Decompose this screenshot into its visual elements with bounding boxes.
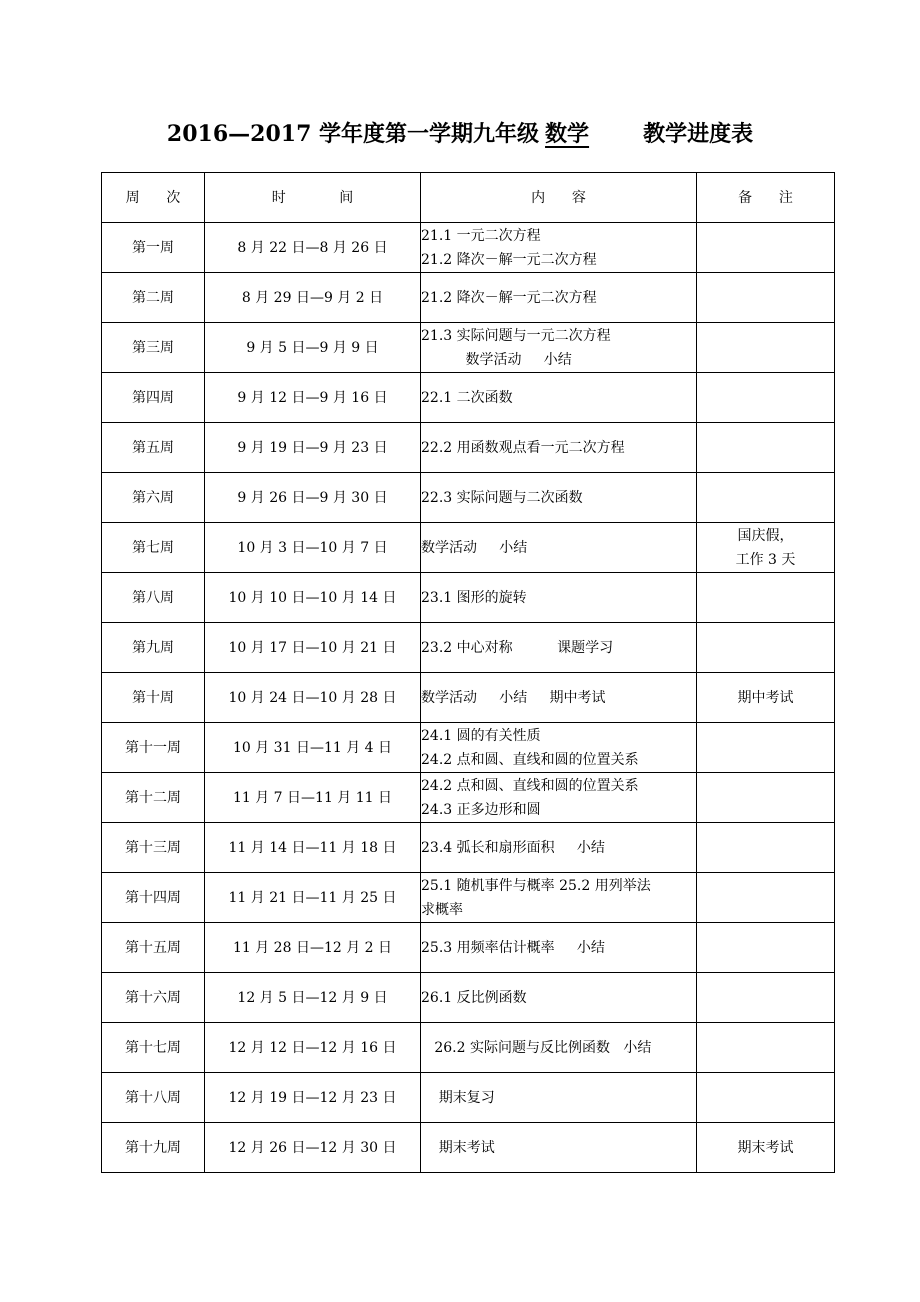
content-cell [421,973,697,1023]
note-cell [697,823,835,873]
table-row [102,373,835,423]
table-row [102,823,835,873]
date-cell: 10 月 17 日—10 月 21 日 [205,623,421,673]
note-line: 工作 3 天 [735,551,796,568]
content-line: 24.3 正多边形和圆 [421,801,541,818]
week-cell: 第十五周 [102,923,205,973]
content-cell [421,473,697,523]
note-cell [697,423,835,473]
date-cell: 12 月 5 日—12 月 9 日 [205,973,421,1023]
week-cell: 第十二周 [102,773,205,823]
schedule-table [101,172,835,1173]
week-cell: 第一周 [102,223,205,273]
note-cell [697,773,835,823]
content-cell [421,673,697,723]
week-cell: 第十七周 [102,1023,205,1073]
content-line: 24.2 点和圆、直线和圆的位置关系 [421,777,639,794]
note-cell [697,323,835,373]
date-cell: 11 月 28 日—12 月 2 日 [205,923,421,973]
content-cell [421,1073,697,1123]
week-cell: 第二周 [102,273,205,323]
note-cell [697,473,835,523]
content-line: 期末考试 [421,1139,495,1156]
note-cell [697,523,835,573]
date-cell: 10 月 31 日—11 月 4 日 [205,723,421,773]
note-cell [697,573,835,623]
content-line: 数学活动 小结 [421,539,528,556]
date-cell: 11 月 21 日—11 月 25 日 [205,873,421,923]
date-cell: 9 月 19 日—9 月 23 日 [205,423,421,473]
date-cell: 10 月 3 日—10 月 7 日 [205,523,421,573]
date-cell: 12 月 26 日—12 月 30 日 [205,1123,421,1173]
content-line: 25.1 随机事件与概率 25.2 用列举法 [421,877,651,894]
table-row [102,773,835,823]
content-line: 数学活动 小结 期中考试 [421,689,606,706]
note-line: 国庆假， [737,527,794,544]
week-cell: 第七周 [102,523,205,573]
content-line: 26.2 实际问题与反比例函数 小结 [421,1039,652,1056]
table-row [102,1123,835,1173]
table-row [102,723,835,773]
week-cell: 第六周 [102,473,205,523]
date-cell: 11 月 7 日—11 月 11 日 [205,773,421,823]
content-cell [421,723,697,773]
content-line: 21.3 实际问题与一元二次方程 [421,327,611,344]
schedule-body [102,223,835,1173]
note-cell [697,1023,835,1073]
content-cell [421,423,697,473]
table-row [102,673,835,723]
content-line: 数学活动 小结 [421,351,572,368]
note-line: 期中考试 [737,689,794,706]
header-week: 周 次 [102,173,205,223]
content-line: 23.1 图形的旋转 [421,589,527,606]
week-cell: 第十三周 [102,823,205,873]
date-cell: 9 月 26 日—9 月 30 日 [205,473,421,523]
table-row [102,873,835,923]
week-cell: 第十六周 [102,973,205,1023]
content-line: 22.3 实际问题与二次函数 [421,489,583,506]
date-cell: 9 月 5 日—9 月 9 日 [205,323,421,373]
week-cell: 第十四周 [102,873,205,923]
note-cell [697,623,835,673]
content-line: 21.2 降次－解一元二次方程 [421,251,597,268]
content-cell [421,773,697,823]
note-cell [697,723,835,773]
note-cell [697,923,835,973]
content-cell [421,223,697,273]
date-cell: 11 月 14 日—11 月 18 日 [205,823,421,873]
content-cell [421,523,697,573]
content-line: 22.2 用函数观点看一元二次方程 [421,439,625,456]
table-row [102,973,835,1023]
table-row [102,473,835,523]
note-cell [697,973,835,1023]
note-cell [697,273,835,323]
note-line: 期末考试 [737,1139,794,1156]
date-cell: 12 月 19 日—12 月 23 日 [205,1073,421,1123]
week-cell: 第八周 [102,573,205,623]
content-line: 24.1 圆的有关性质 [421,727,541,744]
note-cell [697,1123,835,1173]
note-cell [697,873,835,923]
content-cell [421,1123,697,1173]
date-cell: 8 月 29 日—9 月 2 日 [205,273,421,323]
content-line: 21.2 降次－解一元二次方程 [421,289,597,306]
note-cell [697,673,835,723]
content-line: 21.1 一元二次方程 [421,227,541,244]
content-cell [421,373,697,423]
header-row [102,173,835,223]
content-line: 22.1 二次函数 [421,389,513,406]
header-content: 内 容 [421,173,697,223]
note-cell [697,373,835,423]
date-cell: 9 月 12 日—9 月 16 日 [205,373,421,423]
content-line: 23.4 弧长和扇形面积 小结 [421,839,605,856]
content-line: 23.2 中心对称 课题学习 [421,639,614,656]
content-cell [421,923,697,973]
content-line: 24.2 点和圆、直线和圆的位置关系 [421,751,639,768]
table-row [102,1073,835,1123]
content-line: 25.3 用频率估计概率 小结 [421,939,605,956]
table-row [102,923,835,973]
title-prefix: 2016—2017 学年度第一学期九年级 [166,121,540,147]
note-cell [697,1073,835,1123]
week-cell: 第十九周 [102,1123,205,1173]
table-row [102,623,835,673]
header-time: 时 间 [205,173,421,223]
week-cell: 第三周 [102,323,205,373]
table-row [102,573,835,623]
table-row [102,423,835,473]
note-cell [697,223,835,273]
table-row [102,223,835,273]
content-line: 求概率 [421,901,463,918]
content-line: 26.1 反比例函数 [421,989,527,1006]
date-cell: 12 月 12 日—12 月 16 日 [205,1023,421,1073]
title-subject: 数学 [545,121,590,147]
week-cell: 第九周 [102,623,205,673]
table-row [102,323,835,373]
week-cell: 第四周 [102,373,205,423]
table-row [102,523,835,573]
week-cell: 第十八周 [102,1073,205,1123]
content-cell [421,623,697,673]
content-cell [421,873,697,923]
table-row [102,273,835,323]
week-cell: 第五周 [102,423,205,473]
content-cell [421,1023,697,1073]
header-note: 备 注 [697,173,835,223]
content-cell [421,273,697,323]
content-cell [421,823,697,873]
title-suffix: 教学进度表 [643,121,754,147]
table-row [102,1023,835,1073]
page-title [0,116,920,152]
week-cell: 第十一周 [102,723,205,773]
week-cell: 第十周 [102,673,205,723]
date-cell: 8 月 22 日—8 月 26 日 [205,223,421,273]
content-line: 期末复习 [421,1089,495,1106]
content-cell [421,323,697,373]
date-cell: 10 月 10 日—10 月 14 日 [205,573,421,623]
date-cell: 10 月 24 日—10 月 28 日 [205,673,421,723]
content-cell [421,573,697,623]
